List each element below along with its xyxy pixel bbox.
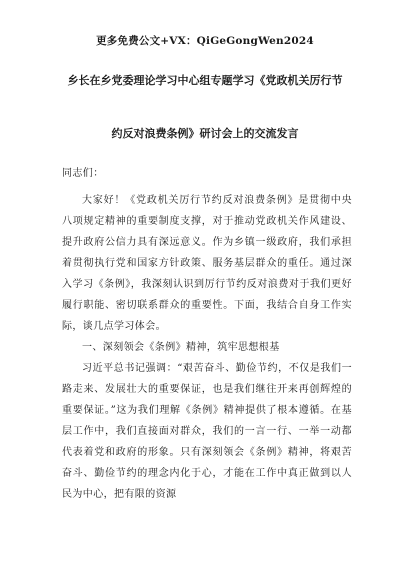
paragraph-intro: 大家好！《党政机关厉行节约反对浪费条例》是贯彻中央八项规定精神的重要制度支撑，对于推动党政机关作风建设、提升政府公信力具有深远意义。作为乡镇一级政府，我们承担着贯彻执行党和国家方针政策、服务基层群众的重任。通过深入学习《条例》，我深刻认识到厉行节约反对浪费对于我们更好履行职能、密切联系群众的重要性。下面，我结合自身工作实际，谈几点学习体会。 <box>62 195 352 332</box>
paragraph-section-1: 习近平总书记强调：“艰苦奋斗、勤俭节约，不仅是我们一路走来、发展壮大的重要保证，也是我们继往开来再创辉煌的重要保证。”这为我们理解《条例》精神提供了根本遵循。在基层工作中，我们直接面对群众，我们的一言一行、一举一动都代表着党和政府的形象。只有深刻领会《条例》精神，将艰苦奋斗、勤俭节约的理念内化于心，才能在工作中真正做到以人民为中心，把有限的资源 <box>62 363 352 500</box>
document-title-line-1: 乡长在乡党委理论学习中心组专题学习《党政机关厉行节 <box>67 74 343 87</box>
document-title-line-2: 约反对浪费条例》研讨会上的交流发言 <box>111 127 299 140</box>
section-heading-1: 一、深刻领会《条例》精神，筑牢思想根基 <box>82 342 280 353</box>
document-body <box>62 163 352 505</box>
watermark-header: 更多免费公文+VX：QiGeGongWen2024 <box>96 35 314 47</box>
salutation: 同志们： <box>62 168 104 179</box>
